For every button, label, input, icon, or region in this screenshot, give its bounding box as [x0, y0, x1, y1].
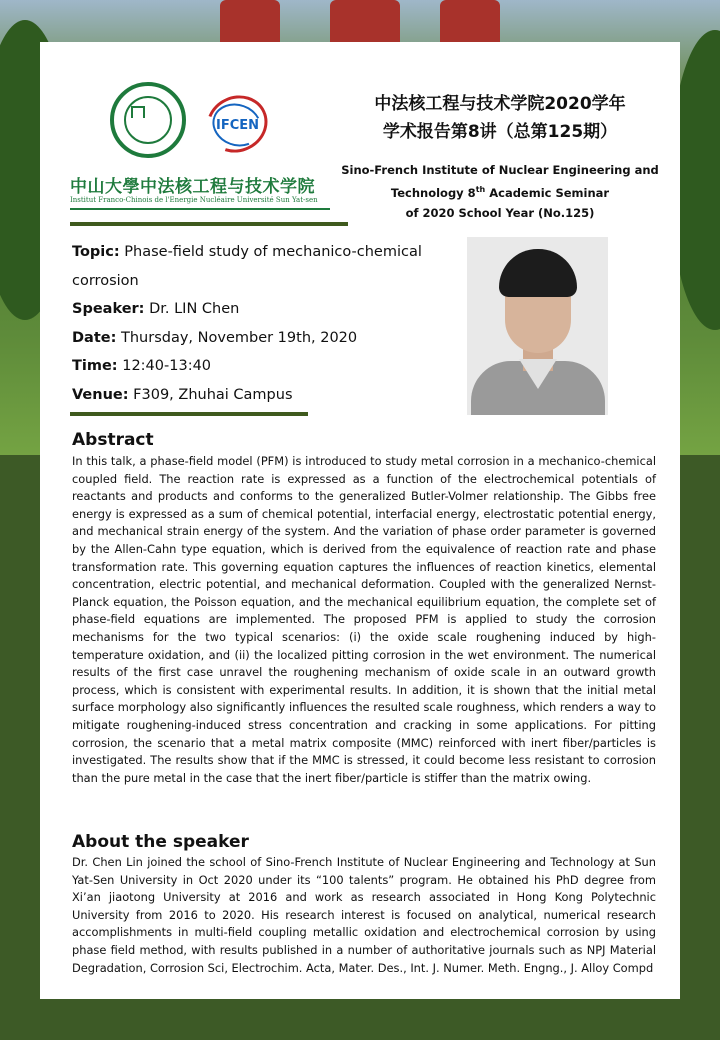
- about-speaker-text: Dr. Chen Lin joined the school of Sino-French Institute of Nuclear Engineering and Technology at Sun Yat-Sen University in Oct 2020 under its “100 talents” program. He obtained his PhD degree from Xi’an jiaotong University at 2016 and work as research associated in Hong Kong Polytechnic University from 2016 to 2020. His research interest is focused on analytical, numerical research accomplishments in multi-field coupling metallic oxidation and electrochemical corrosion by using phase field method, with results published in a number of authoritative journals such as NPJ Material Degradation, Corrosion Sci, Electrochim. Acta, Mater. Des., Int. J. Numer. Meth. Engng., J. Alloy Compd: [72, 855, 656, 975]
- venue-row: Venue: F309, Zhuhai Campus: [72, 386, 293, 403]
- date-row: Date: Thursday, November 19th, 2020: [72, 329, 358, 346]
- title-chinese-line1: 中法核工程与技术学院2020学年: [374, 94, 626, 114]
- ifcen-logo-text: IFCEN: [216, 118, 260, 133]
- abstract-heading: Abstract: [72, 430, 154, 450]
- building-roof: [330, 0, 400, 42]
- logo-underline: [70, 208, 330, 210]
- title-english-line2: Technology 8th Academic Seminar: [390, 185, 610, 200]
- divider-bottom: [70, 412, 308, 416]
- title-chinese: [340, 90, 660, 146]
- title-english-line1: Sino-French Institute of Nuclear Engineering and: [341, 163, 659, 177]
- speaker-row: Speaker: Dr. LIN Chen: [72, 301, 240, 317]
- title-english-line3: of 2020 School Year (No.125): [405, 205, 595, 220]
- university-logo: [70, 82, 350, 252]
- abstract-text: In this talk, a phase-field model (PFM) is introduced to study metal corrosion in a mechanico-chemical coupled field. The reaction rate is expressed as a function of the electrochemical potentials of reactants and products and conforms to the generalized Butler-Volmer relationship. The Gibbs free energy is expressed as a sum of chemical potential, interfacial energy, electrostatic potential energy, and mechanical strain energy of the system. And the variation of phase order parameter is governed by the Allen-Cahn type equation, which is derived from the equivalence of reaction rate and phase transformation rate. This governing equation captures the influences of reaction kinetics, elemental concentration, electric potential, and mechanical deformation. Coupled with the generalized Nernst-Planck equation, the Poisson equation, and the mechanical equilibrium equation, the complete set of phase-field equations are implemented. The proposed PFM is applied to study the corrosion mechanisms for the two typical scenarios: (i) the oxide scale roughening induced by high-temperature oxidation, and (ii) the localized pitting corrosion in the wet environment. The numerical results of the first case unravel the roughening mechanism of oxide scale in an outward growth process, which is consistent with experimental results. In addition, it is shown that the initial metal surface morphology also significantly influences the resulted scale roughness, which renders a way to mitigate roughening-induced stress concentration and cracking in some applications. For pitting corrosion, the scenario that a metal matrix composite (MMC) reinforced with inert fiber/particles is investigated. The results show that if the MMC is stressed, it could become less resistant to corrosion than the pure metal in the case that the inert fiber/particle is stiffer than the matrix owing.: [72, 454, 656, 785]
- title-chinese-line2: 学术报告第8讲（总第125期）: [382, 122, 618, 142]
- ifcen-logo-icon: [198, 90, 278, 160]
- sysu-seal-icon: [110, 82, 186, 158]
- topic-row: Topic: Phase-field study of mechanico-chemical corrosion: [72, 244, 422, 289]
- time-row: Time: 12:40-13:40: [72, 358, 212, 374]
- logo-french-name: Institut Franco-Chinois de l'Energie Nucléaire Université Sun Yat-sen: [70, 196, 318, 204]
- divider-top: [70, 222, 348, 226]
- title-english: [330, 160, 670, 223]
- speaker-photo: [467, 237, 608, 415]
- seminar-info: [72, 238, 452, 409]
- poster-card: [40, 42, 680, 999]
- building-roof: [440, 0, 500, 42]
- building-roof: [220, 0, 280, 42]
- logo-chinese-name: 中山大學中法核工程与技术学院: [70, 177, 315, 197]
- about-speaker-heading: About the speaker: [72, 832, 249, 852]
